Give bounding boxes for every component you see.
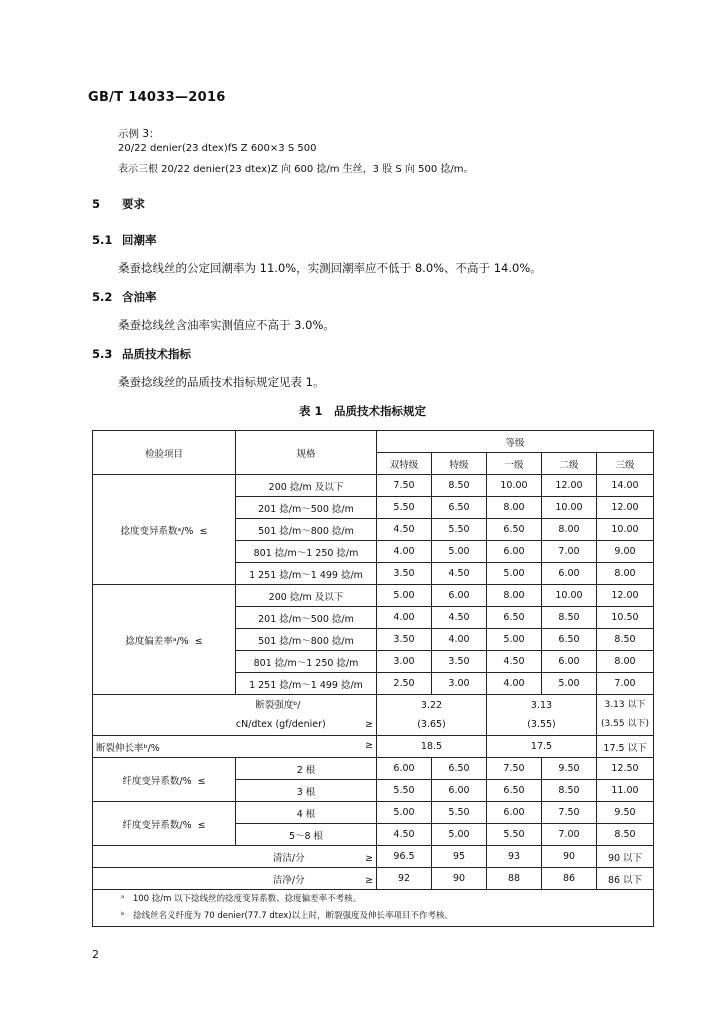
value-cell: 10.00 <box>487 475 542 497</box>
value-cell: 8.00 <box>542 519 597 541</box>
value-cell: 96.5 <box>377 846 432 868</box>
standard-header: GB/T 14033—2016 <box>88 90 226 105</box>
tenacity-value-2 <box>487 695 597 736</box>
value-cell: 8.00 <box>487 497 542 519</box>
value-cell: 7.00 <box>597 673 654 695</box>
neatness-label <box>93 868 377 890</box>
table-footnotes <box>93 890 654 927</box>
value-cell: 5.00 <box>432 541 487 563</box>
spec-cell: 501 捻/m～800 捻/m <box>236 519 377 541</box>
value-cell: 6.50 <box>487 607 542 629</box>
fineness-cv-label <box>93 758 236 802</box>
value-cell: 93 <box>487 846 542 868</box>
value-cell: 7.00 <box>542 541 597 563</box>
value-cell: 4.50 <box>432 563 487 585</box>
fineness-cv-label <box>93 802 236 846</box>
value-cell: 2.50 <box>377 673 432 695</box>
header-item: 检验项目 <box>93 431 236 475</box>
value-cell: 5.50 <box>432 802 487 824</box>
grade-label: 特级 <box>432 453 487 475</box>
spec-cell: 200 捻/m 及以下 <box>236 585 377 607</box>
elongation-label <box>93 736 377 758</box>
tenacity-label-line1: 断裂强度ᵇ/ <box>255 700 301 711</box>
example-code: 20/22 denier(23 dtex)fS Z 600×3 S 500 <box>118 143 317 154</box>
row-label: 纤度变异系数/% <box>122 775 192 787</box>
value-cell: 5.50 <box>432 519 487 541</box>
row-label: 清洁/分 <box>272 852 305 864</box>
value-cell: 6.50 <box>432 758 487 780</box>
section-title: 含油率 <box>122 290 157 304</box>
value-cell: 7.50 <box>487 758 542 780</box>
row-label: 纤度变异系数/% <box>122 819 192 831</box>
twist-cv-label <box>93 475 236 585</box>
table-row <box>93 802 654 824</box>
section-number: 5.1 <box>92 233 113 247</box>
value-cell: 8.00 <box>597 563 654 585</box>
value-cell: 7.50 <box>542 802 597 824</box>
tenacity-value-3 <box>597 695 654 736</box>
value-cell: 4.00 <box>487 673 542 695</box>
example-description: 表示三根 20/22 denier(23 dtex)Z 向 600 捻/m 生丝，3 股 S 向 500 捻/m。 <box>118 164 474 175</box>
value-cell: 5.50 <box>377 780 432 802</box>
value-cell: 6.00 <box>377 758 432 780</box>
spec-cell: 2 根 <box>236 758 377 780</box>
footnote-b: ᵇ 捻线丝名义纤度为 70 denier(77.7 dtex)以上时，断裂强度及伸长率项目不作考核。 <box>121 911 454 921</box>
ge-symbol: ≥ <box>365 852 373 864</box>
value-cell: 8.00 <box>487 585 542 607</box>
section-number: 5.3 <box>92 347 113 361</box>
value-cell: 10.00 <box>542 585 597 607</box>
table-caption: 表 1 品质技术指标规定 <box>298 404 426 418</box>
grade-label: 二级 <box>542 453 597 475</box>
value-cell: 9.50 <box>597 802 654 824</box>
spec-cell: 5～8 根 <box>236 824 377 846</box>
spec-cell: 200 捻/m 及以下 <box>236 475 377 497</box>
value-cell: 10.00 <box>597 519 654 541</box>
value-cell: 3.50 <box>432 651 487 673</box>
value-text: 3.22 <box>420 700 443 711</box>
le-symbol: ≤ <box>197 775 206 787</box>
value-cell: 10.50 <box>597 607 654 629</box>
value-cell: 8.50 <box>542 780 597 802</box>
table-row <box>93 695 654 736</box>
value-cell: 8.50 <box>542 607 597 629</box>
value-text: 3.13 <box>530 700 553 711</box>
value-cell: 7.00 <box>542 824 597 846</box>
value-cell: 5.00 <box>487 563 542 585</box>
header-grade: 等级 <box>377 431 654 453</box>
value-cell: 17.5 以下 <box>597 736 654 758</box>
tenacity-value-1 <box>377 695 487 736</box>
le-symbol: ≤ <box>194 635 203 647</box>
row-label: 捻度偏差率ᵃ/% <box>125 635 189 647</box>
value-cell: 3.00 <box>377 651 432 673</box>
table-notes-row <box>93 890 654 927</box>
section-title: 品质技术指标 <box>122 347 191 361</box>
section-5-1-heading <box>92 232 157 248</box>
value-cell: 92 <box>377 868 432 890</box>
example-label: 示例 3： <box>118 128 160 140</box>
value-cell: 9.00 <box>597 541 654 563</box>
twist-deviation-label <box>93 585 236 695</box>
header-spec: 规格 <box>236 431 377 475</box>
value-cell: 5.50 <box>487 824 542 846</box>
value-cell: 6.00 <box>487 541 542 563</box>
row-label: 断裂伸长率ᵇ/% <box>96 742 160 754</box>
value-cell: 12.00 <box>597 585 654 607</box>
value-cell: 88 <box>487 868 542 890</box>
spec-cell: 3 根 <box>236 780 377 802</box>
value-cell: 6.50 <box>432 497 487 519</box>
section-title: 要求 <box>122 197 145 211</box>
grade-label: 一级 <box>487 453 542 475</box>
value-cell: 14.00 <box>597 475 654 497</box>
le-symbol: ≤ <box>197 819 206 831</box>
value-cell: 12.50 <box>597 758 654 780</box>
value-cell: 8.50 <box>432 475 487 497</box>
value-cell: 90 以下 <box>597 846 654 868</box>
value-cell: 5.00 <box>487 629 542 651</box>
spec-cell: 4 根 <box>236 802 377 824</box>
value-cell: 8.50 <box>597 824 654 846</box>
section-5-1-text: 桑蚕捻线丝的公定回潮率为 11.0%，实测回潮率应不低于 8.0%、不高于 14.0%。 <box>118 261 542 275</box>
value-cell: 86 以下 <box>597 868 654 890</box>
value-cell: 7.50 <box>377 475 432 497</box>
value-cell: 6.00 <box>542 651 597 673</box>
section-5-heading <box>92 196 145 212</box>
spec-cell: 201 捻/m～500 捻/m <box>236 497 377 519</box>
value-cell: 12.00 <box>542 475 597 497</box>
value-cell: 95 <box>432 846 487 868</box>
value-cell: 5.00 <box>377 585 432 607</box>
value-cell: 6.50 <box>542 629 597 651</box>
value-cell: 5.00 <box>432 824 487 846</box>
tenacity-label-line2: cN/dtex (gf/denier) <box>235 719 326 730</box>
value-cell: 8.50 <box>597 629 654 651</box>
value-cell: 4.50 <box>377 824 432 846</box>
spec-cell: 801 捻/m～1 250 捻/m <box>236 651 377 673</box>
grade-label: 双特级 <box>377 453 432 475</box>
section-5-2-text: 桑蚕捻线丝含油率实测值应不高于 3.0%。 <box>118 318 335 332</box>
table-row <box>93 868 654 890</box>
value-cell: 3.50 <box>377 629 432 651</box>
table-row <box>93 846 654 868</box>
le-symbol: ≤ <box>199 525 208 537</box>
value-cell: 4.50 <box>487 651 542 673</box>
value-cell: 5.50 <box>377 497 432 519</box>
value-cell: 8.00 <box>597 651 654 673</box>
value-cell: 86 <box>542 868 597 890</box>
spec-cell: 801 捻/m～1 250 捻/m <box>236 541 377 563</box>
section-title: 回潮率 <box>122 233 157 247</box>
value-cell: 12.00 <box>597 497 654 519</box>
value-cell: 90 <box>542 846 597 868</box>
section-5-3-heading <box>92 346 191 362</box>
value-cell: 17.5 <box>487 736 597 758</box>
section-5-3-text: 桑蚕捻线丝的品质技术指标规定见表 1。 <box>118 375 325 389</box>
value-text: (3.55 以下) <box>601 719 649 729</box>
value-text: (3.65) <box>417 719 446 730</box>
value-cell: 6.50 <box>487 780 542 802</box>
spec-cell: 1 251 捻/m～1 499 捻/m <box>236 673 377 695</box>
value-cell: 10.00 <box>542 497 597 519</box>
table-row <box>93 758 654 780</box>
value-cell: 18.5 <box>377 736 487 758</box>
value-cell: 5.00 <box>377 802 432 824</box>
value-cell: 6.00 <box>432 585 487 607</box>
section-number: 5.2 <box>92 290 113 304</box>
spec-cell: 501 捻/m～800 捻/m <box>236 629 377 651</box>
value-cell: 6.50 <box>487 519 542 541</box>
value-cell: 4.50 <box>432 607 487 629</box>
value-cell: 3.50 <box>377 563 432 585</box>
table-row <box>93 585 654 607</box>
table-header-row <box>93 431 654 453</box>
value-text: (3.55) <box>527 719 556 730</box>
cleanness-label <box>93 846 377 868</box>
quality-spec-table <box>92 430 654 927</box>
value-cell: 6.00 <box>432 780 487 802</box>
spec-cell: 201 捻/m～500 捻/m <box>236 607 377 629</box>
value-text: 3.13 以下 <box>604 700 646 710</box>
ge-symbol: ≥ <box>365 874 373 886</box>
grade-label: 三级 <box>597 453 654 475</box>
tenacity-label <box>93 695 377 736</box>
ge-symbol: ≥ <box>365 719 373 730</box>
value-cell: 9.50 <box>542 758 597 780</box>
table-row <box>93 736 654 758</box>
table-row <box>93 475 654 497</box>
section-5-2-heading <box>92 289 157 305</box>
value-cell: 4.00 <box>377 607 432 629</box>
footnote-a: ᵃ 100 捻/m 以下捻线丝的捻度变异系数、捻度偏差率不考核。 <box>121 894 362 904</box>
row-label: 洁净/分 <box>272 874 305 886</box>
value-cell: 5.00 <box>542 673 597 695</box>
value-cell: 6.00 <box>487 802 542 824</box>
page-number: 2 <box>92 948 99 961</box>
row-label: 捻度变异系数ᵃ/% <box>120 525 194 537</box>
value-cell: 4.50 <box>377 519 432 541</box>
section-number: 5 <box>92 197 101 211</box>
value-cell: 6.00 <box>542 563 597 585</box>
spec-cell: 1 251 捻/m～1 499 捻/m <box>236 563 377 585</box>
value-cell: 90 <box>432 868 487 890</box>
value-cell: 4.00 <box>432 629 487 651</box>
value-cell: 4.00 <box>377 541 432 563</box>
value-cell: 11.00 <box>597 780 654 802</box>
ge-symbol: ≥ <box>365 739 373 751</box>
value-cell: 3.00 <box>432 673 487 695</box>
